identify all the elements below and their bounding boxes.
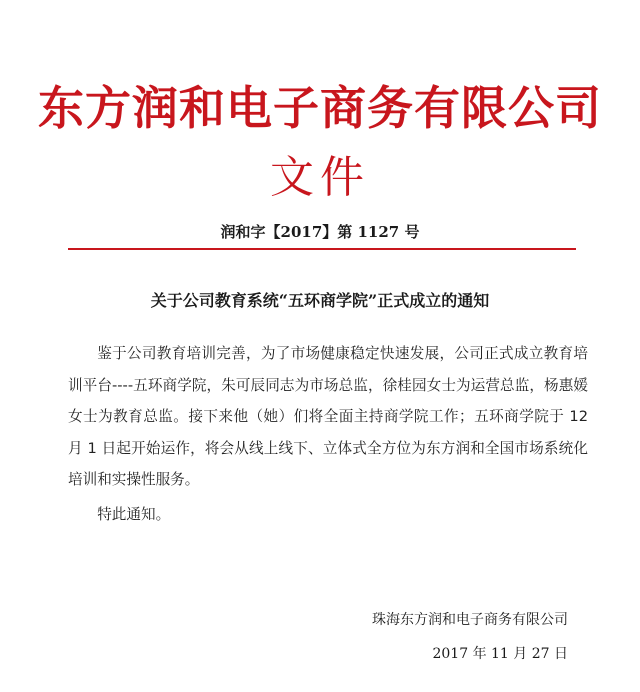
notice-closing: 特此通知。 [97, 506, 171, 523]
signature-date: 2017 年 11 月 27 日 [432, 646, 568, 662]
company-name-heading: 东方润和电子商务有限公司 [38, 81, 602, 135]
signature-company: 珠海东方润和电子商务有限公司 [372, 612, 568, 628]
notice-title: 关于公司教育系统“五环商学院”正式成立的通知 [150, 291, 490, 310]
notice-body [68, 338, 588, 496]
notice-body-paragraph: 鉴于公司教育培训完善，为了市场健康稳定快速发展，公司正式成立教育培训平台----五环商学院，朱可辰同志为市场总监，徐桂园女士为运营总监，杨惠媛女士为教育总监。接下来他（她）们将全面主持商学院工作；五环商学院于 12 月 1 日起开始运作，将会从线上线下、立体式全方位为东方润和全国市场系统化培训和实操性服务。 [68, 345, 588, 488]
red-divider-line [68, 248, 576, 250]
document-type-heading: 文件 [270, 152, 370, 203]
document-number: 润和字【2017】第 1127 号 [220, 223, 420, 241]
